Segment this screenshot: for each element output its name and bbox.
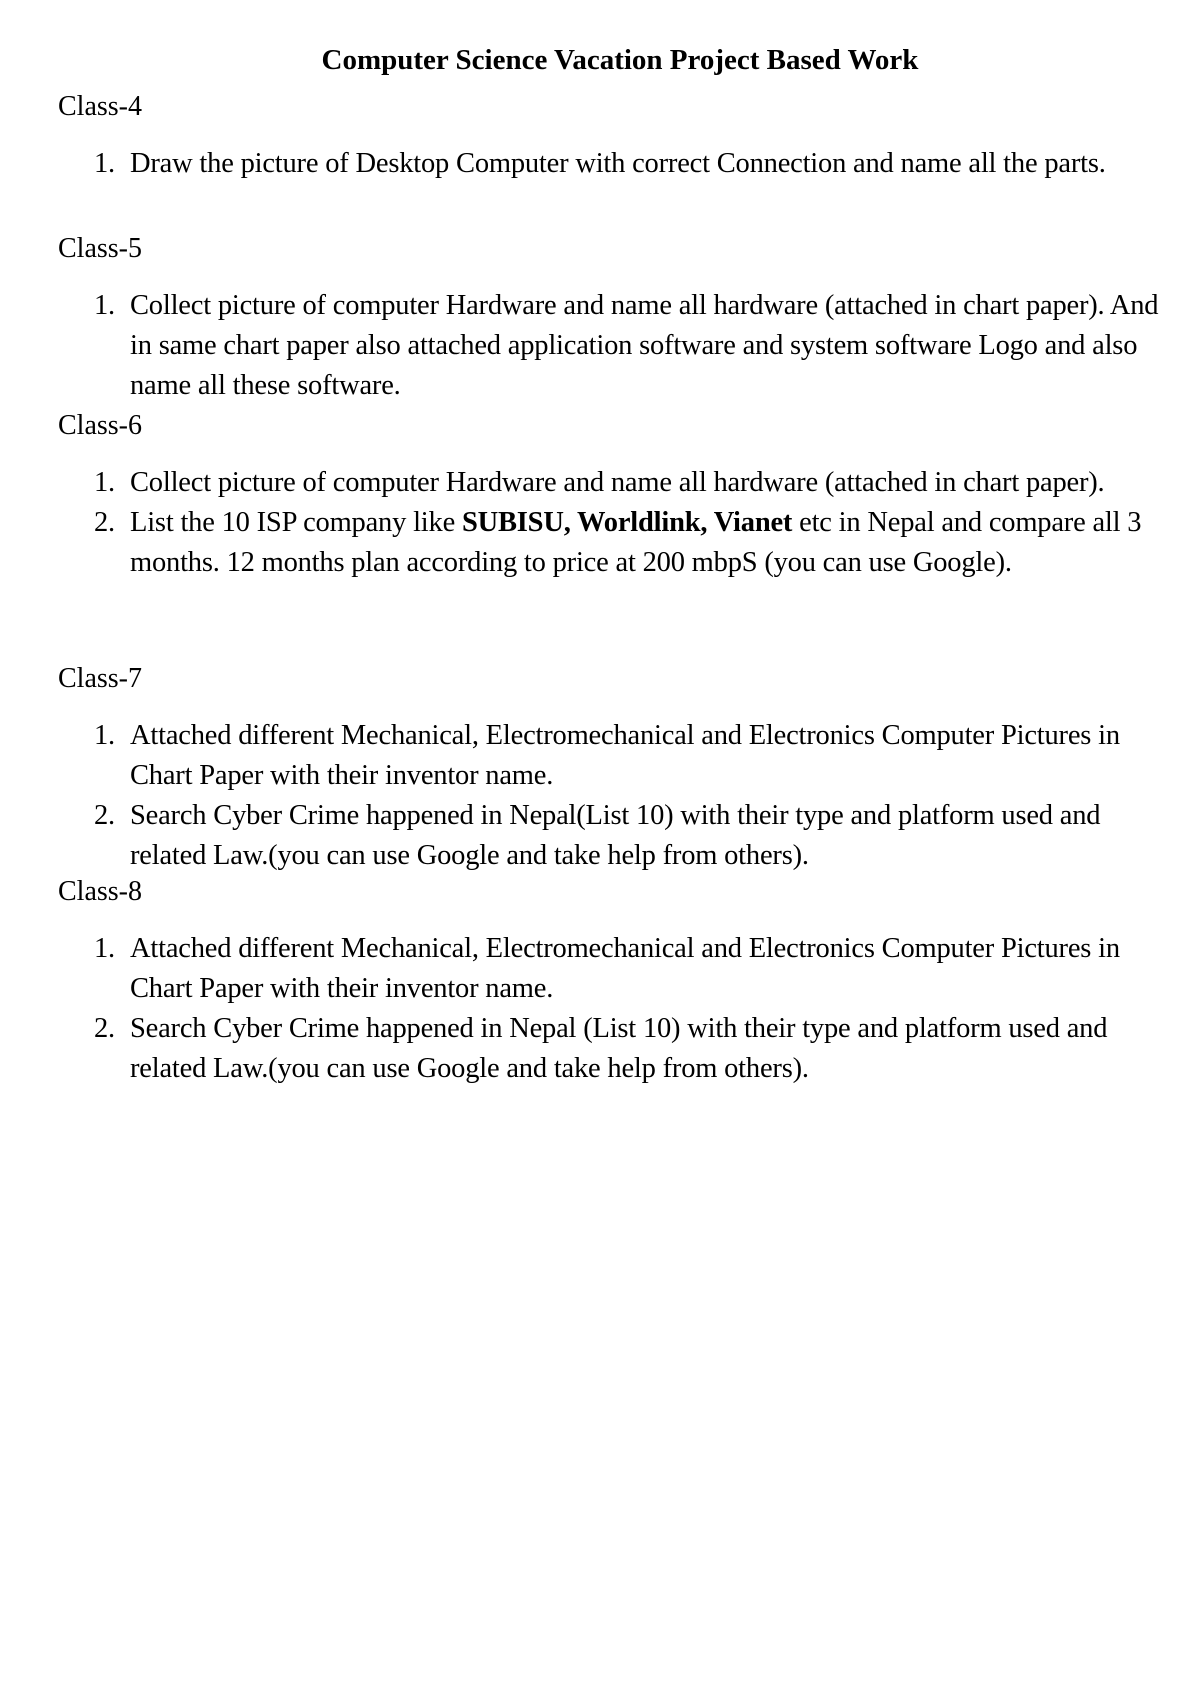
class-section <box>58 407 1168 583</box>
task-list <box>58 144 1168 184</box>
task-list <box>58 716 1168 876</box>
task-list <box>58 286 1168 406</box>
task-text-segment: List the 10 ISP company like <box>130 507 462 538</box>
task-text <box>130 933 1120 1004</box>
task-text-segment: etc in Nepal and compare all 3 months. 12 months plan according to price at 200 mbpS (you can use Google). <box>130 507 1142 578</box>
task-text <box>130 720 1120 791</box>
task-number: 1. <box>94 290 115 321</box>
task-text-segment: Search Cyber Crime happened in Nepal(List 10) with their type and platform used and related Law.(you can use Google and take help from others). <box>130 800 1101 871</box>
task-text <box>130 467 1104 498</box>
task-number: 1. <box>94 720 115 751</box>
task-text-segment: Attached different Mechanical, Electromechanical and Electronics Computer Pictures in Chart Paper with their inventor name. <box>130 720 1120 791</box>
task-list <box>58 463 1168 583</box>
task-item <box>58 503 1168 583</box>
class-heading: Class-7 <box>58 663 142 694</box>
task-number: 2. <box>94 1013 115 1044</box>
task-number: 2. <box>94 800 115 831</box>
task-text-segment: Collect picture of computer Hardware and name all hardware (attached in chart paper). <box>130 467 1105 498</box>
task-item <box>58 286 1168 406</box>
task-item <box>58 716 1168 796</box>
task-number: 1. <box>94 467 115 498</box>
task-item <box>58 796 1168 876</box>
class-section <box>58 660 1168 876</box>
class-section <box>58 230 1168 406</box>
page-title: Computer Science Vacation Project Based Work <box>321 44 919 76</box>
class-heading: Class-6 <box>58 410 142 441</box>
task-text <box>130 148 1106 179</box>
task-text <box>130 800 1100 871</box>
class-heading: Class-5 <box>58 233 142 264</box>
class-section <box>58 88 1168 184</box>
task-number: 1. <box>94 933 115 964</box>
task-item <box>58 463 1168 503</box>
task-text-segment: Search Cyber Crime happened in Nepal (List 10) with their type and platform used and related Law.(you can use Google and take help from others). <box>130 1013 1108 1084</box>
task-number: 2. <box>94 507 115 538</box>
task-text <box>130 1013 1107 1084</box>
task-text-segment: Draw the picture of Desktop Computer with correct Connection and name all the parts. <box>130 148 1106 179</box>
task-text-segment: Collect picture of computer Hardware and name all hardware (attached in chart paper). And in same chart paper also attached application software and system software Logo and also name all these software. <box>130 290 1159 401</box>
task-text <box>130 290 1158 401</box>
task-item <box>58 929 1168 1009</box>
class-heading: Class-4 <box>58 91 142 122</box>
task-item <box>58 1009 1168 1089</box>
task-list <box>58 929 1168 1089</box>
task-text-bold: SUBISU, Worldlink, Vianet <box>461 507 793 538</box>
task-text-segment: Attached different Mechanical, Electromechanical and Electronics Computer Pictures in Chart Paper with their inventor name. <box>130 933 1120 1004</box>
task-text <box>130 507 1141 578</box>
class-section <box>58 873 1168 1089</box>
task-number: 1. <box>94 148 115 179</box>
task-item <box>58 144 1168 184</box>
class-heading: Class-8 <box>58 876 142 907</box>
